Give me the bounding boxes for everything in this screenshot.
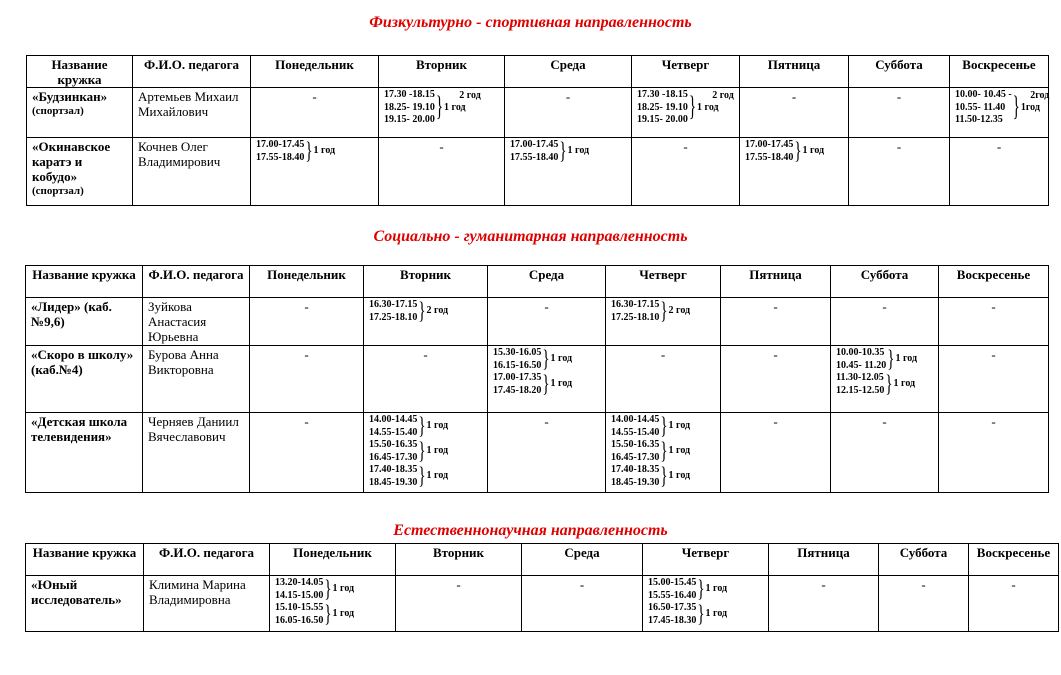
time-slot: 17.55-18.40 — [256, 151, 305, 163]
group-label: 1 год — [668, 445, 691, 457]
column-header: Среда — [488, 266, 606, 298]
empty-day-cell: - — [396, 576, 522, 632]
column-header: Вторник — [379, 56, 505, 88]
schedule-cell — [606, 298, 721, 346]
section-title-sport: Физкультурно - спортивная направленность — [369, 14, 692, 31]
time-slot: 16.05-16.50 — [275, 614, 324, 626]
club-name: «Окинавское каратэ и кобудо» — [32, 139, 111, 184]
slot-group — [611, 439, 715, 464]
header-row — [26, 266, 1049, 298]
club-name: «Лидер» (каб.№9,6) — [31, 299, 112, 329]
time-slots — [745, 139, 843, 164]
table-row — [26, 413, 1049, 493]
time-list — [611, 414, 659, 439]
group-label: 1 год — [668, 420, 691, 432]
time-slot: 10.00-10.35 — [836, 347, 885, 358]
time-slot: 14.00-14.45 — [369, 414, 418, 425]
time-slot: 15.00-15.45 — [648, 577, 697, 588]
schedule-cell — [740, 138, 849, 206]
slot-group — [493, 372, 600, 397]
time-list — [384, 89, 435, 127]
column-header: Среда — [505, 56, 632, 88]
empty-day-cell: - — [950, 138, 1049, 206]
time-slot: 11.50-12.35 — [955, 114, 1003, 125]
club-name-cell — [26, 346, 143, 413]
time-slot: 17.00-17.45 — [745, 139, 794, 150]
group-label: 2 год — [712, 90, 734, 102]
group-label: 1 год — [668, 470, 691, 482]
column-header: Четверг — [643, 544, 769, 576]
club-name-cell — [26, 298, 143, 346]
group-label: 1год — [1020, 101, 1040, 113]
slot-group — [745, 139, 843, 164]
time-slot: 15.50-16.35 — [369, 439, 418, 450]
brace-icon: } — [887, 346, 895, 373]
time-slot: 17.55-18.40 — [745, 151, 794, 163]
schedule-cell — [270, 576, 396, 632]
time-slot: 19.15- 20.00 — [384, 114, 435, 125]
time-slot: 17.30 -18.15 — [384, 89, 435, 100]
brace-icon: } — [305, 138, 313, 165]
slot-group — [369, 464, 482, 489]
time-slot: 14.00-14.45 — [611, 414, 660, 425]
group-label: 1 год — [697, 101, 719, 113]
empty-day-cell: - — [364, 346, 488, 413]
time-slot: 17.40-18.35 — [369, 464, 418, 475]
column-header: Суббота — [849, 56, 950, 88]
brace-icon: } — [1012, 92, 1020, 123]
time-slots — [369, 299, 482, 324]
schedule-cell — [950, 88, 1049, 138]
time-slot: 16.45-17.30 — [611, 451, 660, 463]
slot-group — [510, 139, 626, 164]
time-slot: 15.30-16.05 — [493, 347, 542, 358]
club-name: «Скоро в школу» (каб.№4) — [31, 347, 134, 377]
empty-day-cell: - — [250, 346, 364, 413]
brace-icon: } — [697, 576, 705, 603]
group-label: 1 год — [550, 378, 573, 390]
empty-day-cell: - — [721, 413, 831, 493]
teacher-name: Черняев Даниил Вячеславович — [143, 413, 250, 493]
brace-icon: } — [435, 92, 444, 123]
club-name: «Детская школа телевидения» — [31, 414, 128, 444]
slot-group — [275, 602, 390, 627]
column-header: Понедельник — [270, 544, 396, 576]
time-slots — [275, 577, 390, 627]
club-name: «Юный исследователь» — [31, 577, 122, 607]
empty-day-cell: - — [831, 298, 939, 346]
time-slot: 19.15- 20.00 — [637, 114, 688, 125]
schedule-cell — [606, 413, 721, 493]
brace-icon: } — [660, 298, 668, 325]
time-slot: 14.55-15.40 — [611, 426, 660, 438]
time-list — [256, 139, 304, 164]
teacher-name: Артемьев Михаил Михайлович — [133, 88, 251, 138]
schedule-cell — [643, 576, 769, 632]
brace-icon: } — [418, 438, 426, 465]
group-label: 1 год — [705, 608, 728, 620]
group-label: 2год — [1030, 90, 1050, 102]
time-list — [648, 577, 696, 602]
empty-day-cell: - — [939, 298, 1049, 346]
empty-day-cell: - — [505, 88, 632, 138]
time-list — [493, 372, 541, 397]
slot-group — [369, 414, 482, 439]
teacher-name: Кочнев Олег Владимирович — [133, 138, 251, 206]
column-header: Воскресенье — [969, 544, 1059, 576]
slot-group — [256, 139, 373, 164]
slot-group — [493, 347, 600, 372]
club-name: «Будзинкан» — [32, 89, 108, 104]
empty-day-cell: - — [250, 298, 364, 346]
column-header: Пятница — [721, 266, 831, 298]
time-slots — [384, 89, 499, 125]
time-slot: 17.00-17.35 — [493, 372, 542, 383]
time-list — [369, 439, 417, 464]
column-header: Пятница — [740, 56, 849, 88]
empty-day-cell: - — [606, 346, 721, 413]
time-slots — [369, 414, 482, 489]
empty-day-cell: - — [522, 576, 643, 632]
schedule-cell — [364, 298, 488, 346]
column-header: Суббота — [831, 266, 939, 298]
brace-icon: } — [324, 576, 332, 603]
empty-day-cell: - — [488, 413, 606, 493]
column-header: Ф.И.О. педагога — [133, 56, 251, 88]
group-label: 2 год — [459, 90, 481, 102]
brace-icon: } — [697, 601, 705, 628]
empty-day-cell: - — [831, 413, 939, 493]
time-list — [836, 372, 884, 397]
slot-group — [648, 602, 763, 627]
time-list — [275, 602, 323, 627]
group-label: 1 год — [426, 470, 449, 482]
column-header: Понедельник — [250, 266, 364, 298]
time-slot: 15.55-16.40 — [648, 589, 697, 601]
time-slots — [955, 89, 1050, 125]
time-slot: 10.55- 11.40 — [955, 101, 1006, 113]
group-label: 1 год — [895, 353, 918, 365]
time-list — [836, 347, 886, 372]
time-slot: 10.45- 11.20 — [836, 359, 887, 371]
time-slot: 14.55-15.40 — [369, 426, 418, 438]
empty-day-cell: - — [879, 576, 969, 632]
section-title-science: Естественнонаучная направленность — [393, 522, 668, 539]
group-label: 1 год — [444, 101, 466, 113]
brace-icon: } — [542, 371, 550, 398]
slot-group — [369, 439, 482, 464]
column-header: Ф.И.О. педагога — [143, 266, 250, 298]
brace-icon: } — [688, 92, 697, 123]
time-slot: 12.15-12.50 — [836, 384, 885, 396]
time-slot: 16.15-16.50 — [493, 359, 542, 371]
schedule-table-science — [25, 543, 1059, 632]
empty-day-cell: - — [251, 88, 379, 138]
time-slot: 17.45-18.30 — [648, 614, 697, 626]
empty-day-cell: - — [632, 138, 740, 206]
slot-group — [611, 464, 715, 489]
time-slot: 17.45-18.20 — [493, 384, 542, 396]
empty-day-cell: - — [939, 413, 1049, 493]
brace-icon: } — [660, 463, 668, 490]
group-label: 1 год — [893, 378, 916, 390]
table-row — [27, 138, 1049, 206]
time-slot: 17.00-17.45 — [256, 139, 305, 150]
group-label: 2 год — [668, 305, 691, 317]
brace-icon: } — [418, 413, 426, 440]
schedule-table-sport — [26, 55, 1049, 206]
brace-icon: } — [418, 298, 426, 325]
column-header: Четверг — [632, 56, 740, 88]
time-slots — [510, 139, 626, 164]
time-slot: 11.30-12.05 — [836, 372, 884, 383]
empty-day-cell: - — [849, 138, 950, 206]
time-list — [369, 414, 417, 439]
group-label: 1 год — [567, 145, 590, 157]
time-slot: 17.55-18.40 — [510, 151, 559, 163]
teacher-name: Зуйкова Анастасия Юрьевна — [143, 298, 250, 346]
table-row — [26, 576, 1059, 632]
time-slot: 17.00-17.45 — [510, 139, 559, 150]
time-slot: 18.45-19.30 — [611, 476, 660, 488]
column-header: Название кружка — [27, 56, 133, 88]
column-header: Ф.И.О. педагога — [144, 544, 270, 576]
time-list — [510, 139, 558, 164]
time-slots — [611, 299, 715, 324]
time-list — [611, 299, 659, 324]
brace-icon: } — [559, 138, 567, 165]
slot-group — [275, 577, 390, 602]
club-name-cell — [27, 138, 133, 206]
column-header: Название кружка — [26, 544, 144, 576]
table-row — [26, 346, 1049, 413]
slot-group — [611, 414, 715, 439]
schedule-cell — [632, 88, 740, 138]
time-slot: 17.40-18.35 — [611, 464, 660, 475]
slot-group — [369, 299, 482, 324]
time-slot: 16.50-17.35 — [648, 602, 697, 613]
section-title-social: Социально - гуманитарная направленность — [373, 228, 688, 245]
column-header: Воскресенье — [950, 56, 1049, 88]
column-header: Название кружка — [26, 266, 143, 298]
slot-group — [836, 347, 933, 372]
time-list — [611, 439, 659, 464]
time-slot: 17.25-18.10 — [611, 311, 660, 323]
table-row — [26, 298, 1049, 346]
time-slot: 17.30 -18.15 — [637, 89, 688, 100]
teacher-name: Бурова Анна Викторовна — [143, 346, 250, 413]
brace-icon: } — [885, 371, 893, 398]
time-slots — [611, 414, 715, 489]
time-slots — [648, 577, 763, 627]
table-row — [27, 88, 1049, 138]
header-row — [26, 544, 1059, 576]
group-label: 1 год — [550, 353, 573, 365]
time-slot: 17.25-18.10 — [369, 311, 418, 323]
group-label: 1 год — [426, 420, 449, 432]
time-slot: 15.50-16.35 — [611, 439, 660, 450]
schedule-cell — [379, 88, 505, 138]
time-list — [648, 602, 696, 627]
club-name-cell — [26, 576, 144, 632]
club-room: (спортзал) — [32, 185, 84, 197]
empty-day-cell: - — [740, 88, 849, 138]
group-label: 1 год — [332, 583, 355, 595]
brace-icon: } — [794, 138, 802, 165]
time-slot: 16.30-17.15 — [611, 299, 660, 310]
time-slot: 16.45-17.30 — [369, 451, 418, 463]
time-list — [369, 464, 417, 489]
empty-day-cell: - — [721, 298, 831, 346]
group-label: 2 год — [426, 305, 449, 317]
time-list — [955, 89, 1012, 127]
club-room: (спортзал) — [32, 105, 84, 117]
empty-day-cell: - — [379, 138, 505, 206]
brace-icon: } — [324, 601, 332, 628]
header-row — [27, 56, 1049, 88]
slot-group — [836, 372, 933, 397]
empty-day-cell: - — [849, 88, 950, 138]
group-label: 1 год — [802, 145, 825, 157]
empty-day-cell: - — [250, 413, 364, 493]
club-name-cell — [26, 413, 143, 493]
brace-icon: } — [660, 413, 668, 440]
teacher-name: Климина Марина Владимировна — [144, 576, 270, 632]
time-list — [611, 464, 659, 489]
column-header: Среда — [522, 544, 643, 576]
group-label: 1 год — [426, 445, 449, 457]
schedule-cell — [364, 413, 488, 493]
time-slots — [836, 347, 933, 397]
time-list — [637, 89, 688, 127]
time-slot: 15.10-15.55 — [275, 602, 324, 613]
empty-day-cell: - — [939, 346, 1049, 413]
column-header: Вторник — [364, 266, 488, 298]
time-list — [493, 347, 541, 372]
time-slot: 18.25- 19.10 — [637, 101, 688, 113]
time-slots — [637, 89, 734, 125]
brace-icon: } — [418, 463, 426, 490]
slot-group — [648, 577, 763, 602]
time-list — [369, 299, 417, 324]
club-name-cell — [27, 88, 133, 138]
time-slot: 18.45-19.30 — [369, 476, 418, 488]
group-label: 1 год — [705, 583, 728, 595]
brace-icon: } — [542, 346, 550, 373]
column-header: Суббота — [879, 544, 969, 576]
schedule-table-social — [25, 265, 1049, 493]
time-slot: 13.20-14.05 — [275, 577, 324, 588]
slot-group — [611, 299, 715, 324]
schedule-cell — [488, 346, 606, 413]
empty-day-cell: - — [488, 298, 606, 346]
empty-day-cell: - — [721, 346, 831, 413]
time-slot: 10.00- 10.45 - — [955, 89, 1012, 100]
time-slot: 16.30-17.15 — [369, 299, 418, 310]
time-slot: 18.25- 19.10 — [384, 101, 435, 113]
brace-icon: } — [660, 438, 668, 465]
empty-day-cell: - — [969, 576, 1059, 632]
empty-day-cell: - — [769, 576, 879, 632]
time-list — [745, 139, 793, 164]
time-list — [275, 577, 323, 602]
column-header: Четверг — [606, 266, 721, 298]
group-label: 1 год — [313, 145, 336, 157]
schedule-cell — [251, 138, 379, 206]
column-header: Вторник — [396, 544, 522, 576]
column-header: Воскресенье — [939, 266, 1049, 298]
column-header: Пятница — [769, 544, 879, 576]
group-label: 1 год — [332, 608, 355, 620]
time-slots — [256, 139, 373, 164]
column-header: Понедельник — [251, 56, 379, 88]
schedule-cell — [831, 346, 939, 413]
time-slot: 14.15-15.00 — [275, 589, 324, 601]
schedule-cell — [505, 138, 632, 206]
time-slots — [493, 347, 600, 397]
